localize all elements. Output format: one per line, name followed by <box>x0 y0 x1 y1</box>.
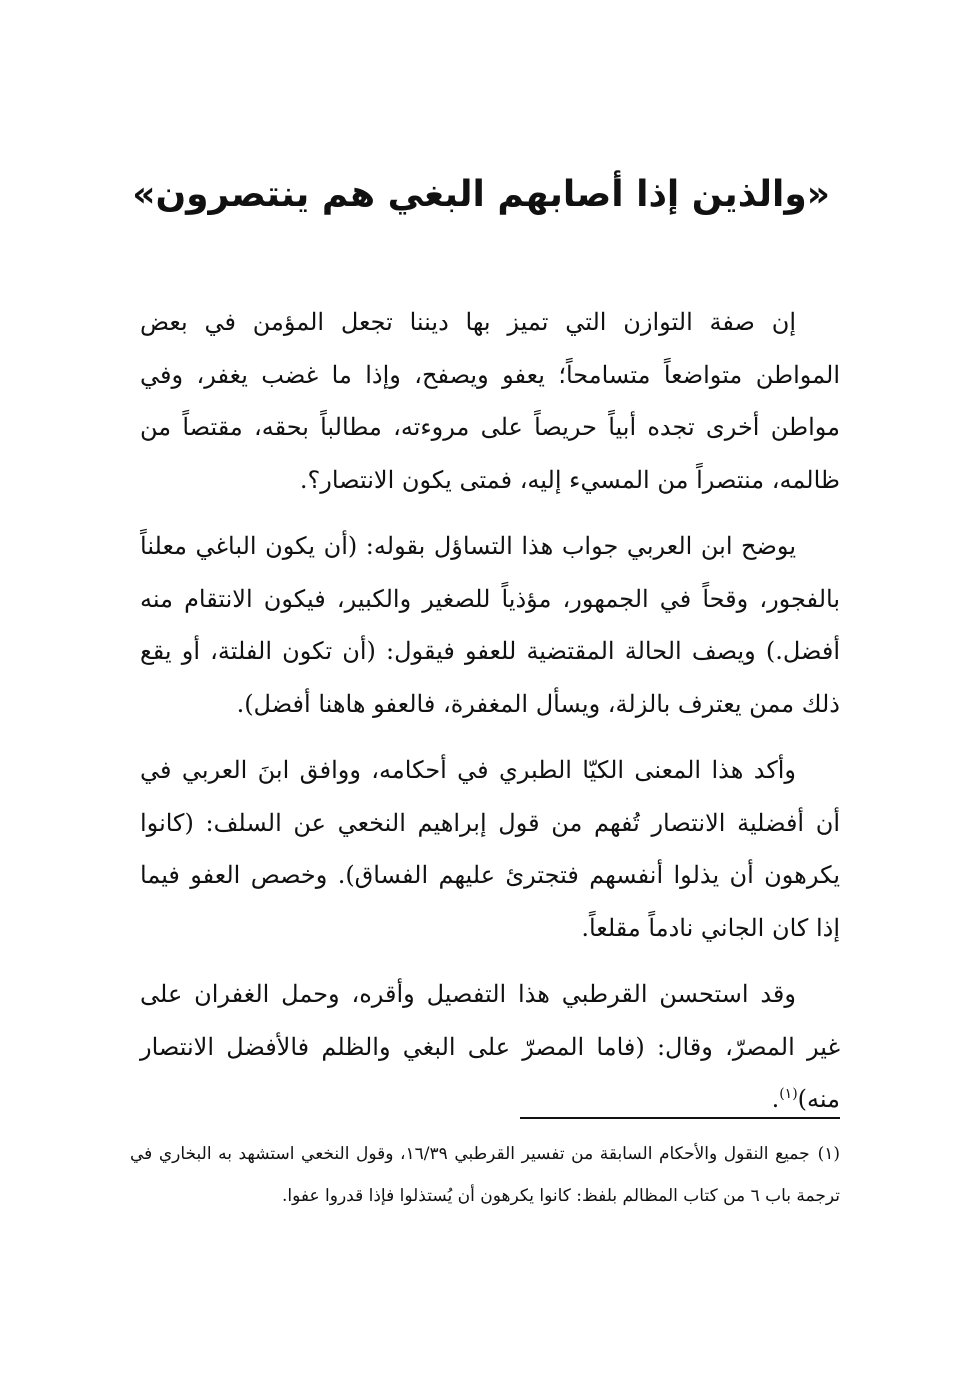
paragraph-1: إن صفة التوازن التي تميز بها ديننا تجعل المؤمن في بعض المواطن متواضعاً متسامحاً؛ يعفو ويصفح، وإذا ما غضب يغفر، وفي مواطن أخرى تجده أبياً حريصاً على مروءته، مطالباً بحقه، مقتصاً من ظالمه، منتصراً من المسيء إليه، فمتى يكون الانتصار؟. <box>140 308 840 494</box>
page-title: «والذين إذا أصابهم البغي هم ينتصرون» <box>132 174 830 215</box>
footnote-reference: (١) <box>779 1086 798 1102</box>
paragraph-2: يوضح ابن العربي جواب هذا التساؤل بقوله: (أن يكون الباغي معلناً بالفجور، وقحاً في الجمهور، مؤذياً للصغير والكبير، فيكون الانتقام منه أفضل.) ويصف الحالة المقتضية للعفو فيقول: (أن تكون الفلتة، أو يقع ذلك ممن يعترف بالزلة، ويسأل المغفرة، فالعفو هاهنا أفضل). <box>140 532 840 718</box>
body-text <box>140 296 840 1140</box>
paragraph-4-end: . <box>771 1085 780 1113</box>
paragraph-4-text: وقد استحسن القرطبي هذا التفصيل وأقره، وحمل الغفران على غير المصرّ، وقال: (فاما المصرّ على البغي والظلم فالأفضل الانتصار منه) <box>140 980 840 1113</box>
footnote-text: جميع النقول والأحكام السابقة من تفسير القرطبي ١٦/٣٩، وقول النخعي استشهد به البخاري في ترجمة باب ٦ من كتاب المظالم بلفظ: كانوا يكرهون أن يُستذلوا فإذا قدروا عفوا. <box>130 1144 840 1206</box>
paragraph-4 <box>140 968 840 1126</box>
footnote-divider <box>520 1117 840 1119</box>
footnote-marker: (١) <box>817 1144 841 1164</box>
footnote <box>130 1133 840 1217</box>
paragraph-3: وأكد هذا المعنى الكيّا الطبري في أحكامه، ووافق ابنَ العربي في أن أفضلية الانتصار تُفهم من قول إبراهيم النخعي عن السلف: (كانوا يكرهون أن يذلوا أنفسهم فتجترئ عليهم الفساق). وخصص العفو فيما إذا كان الجاني نادماً مقلعاً. <box>140 756 840 942</box>
